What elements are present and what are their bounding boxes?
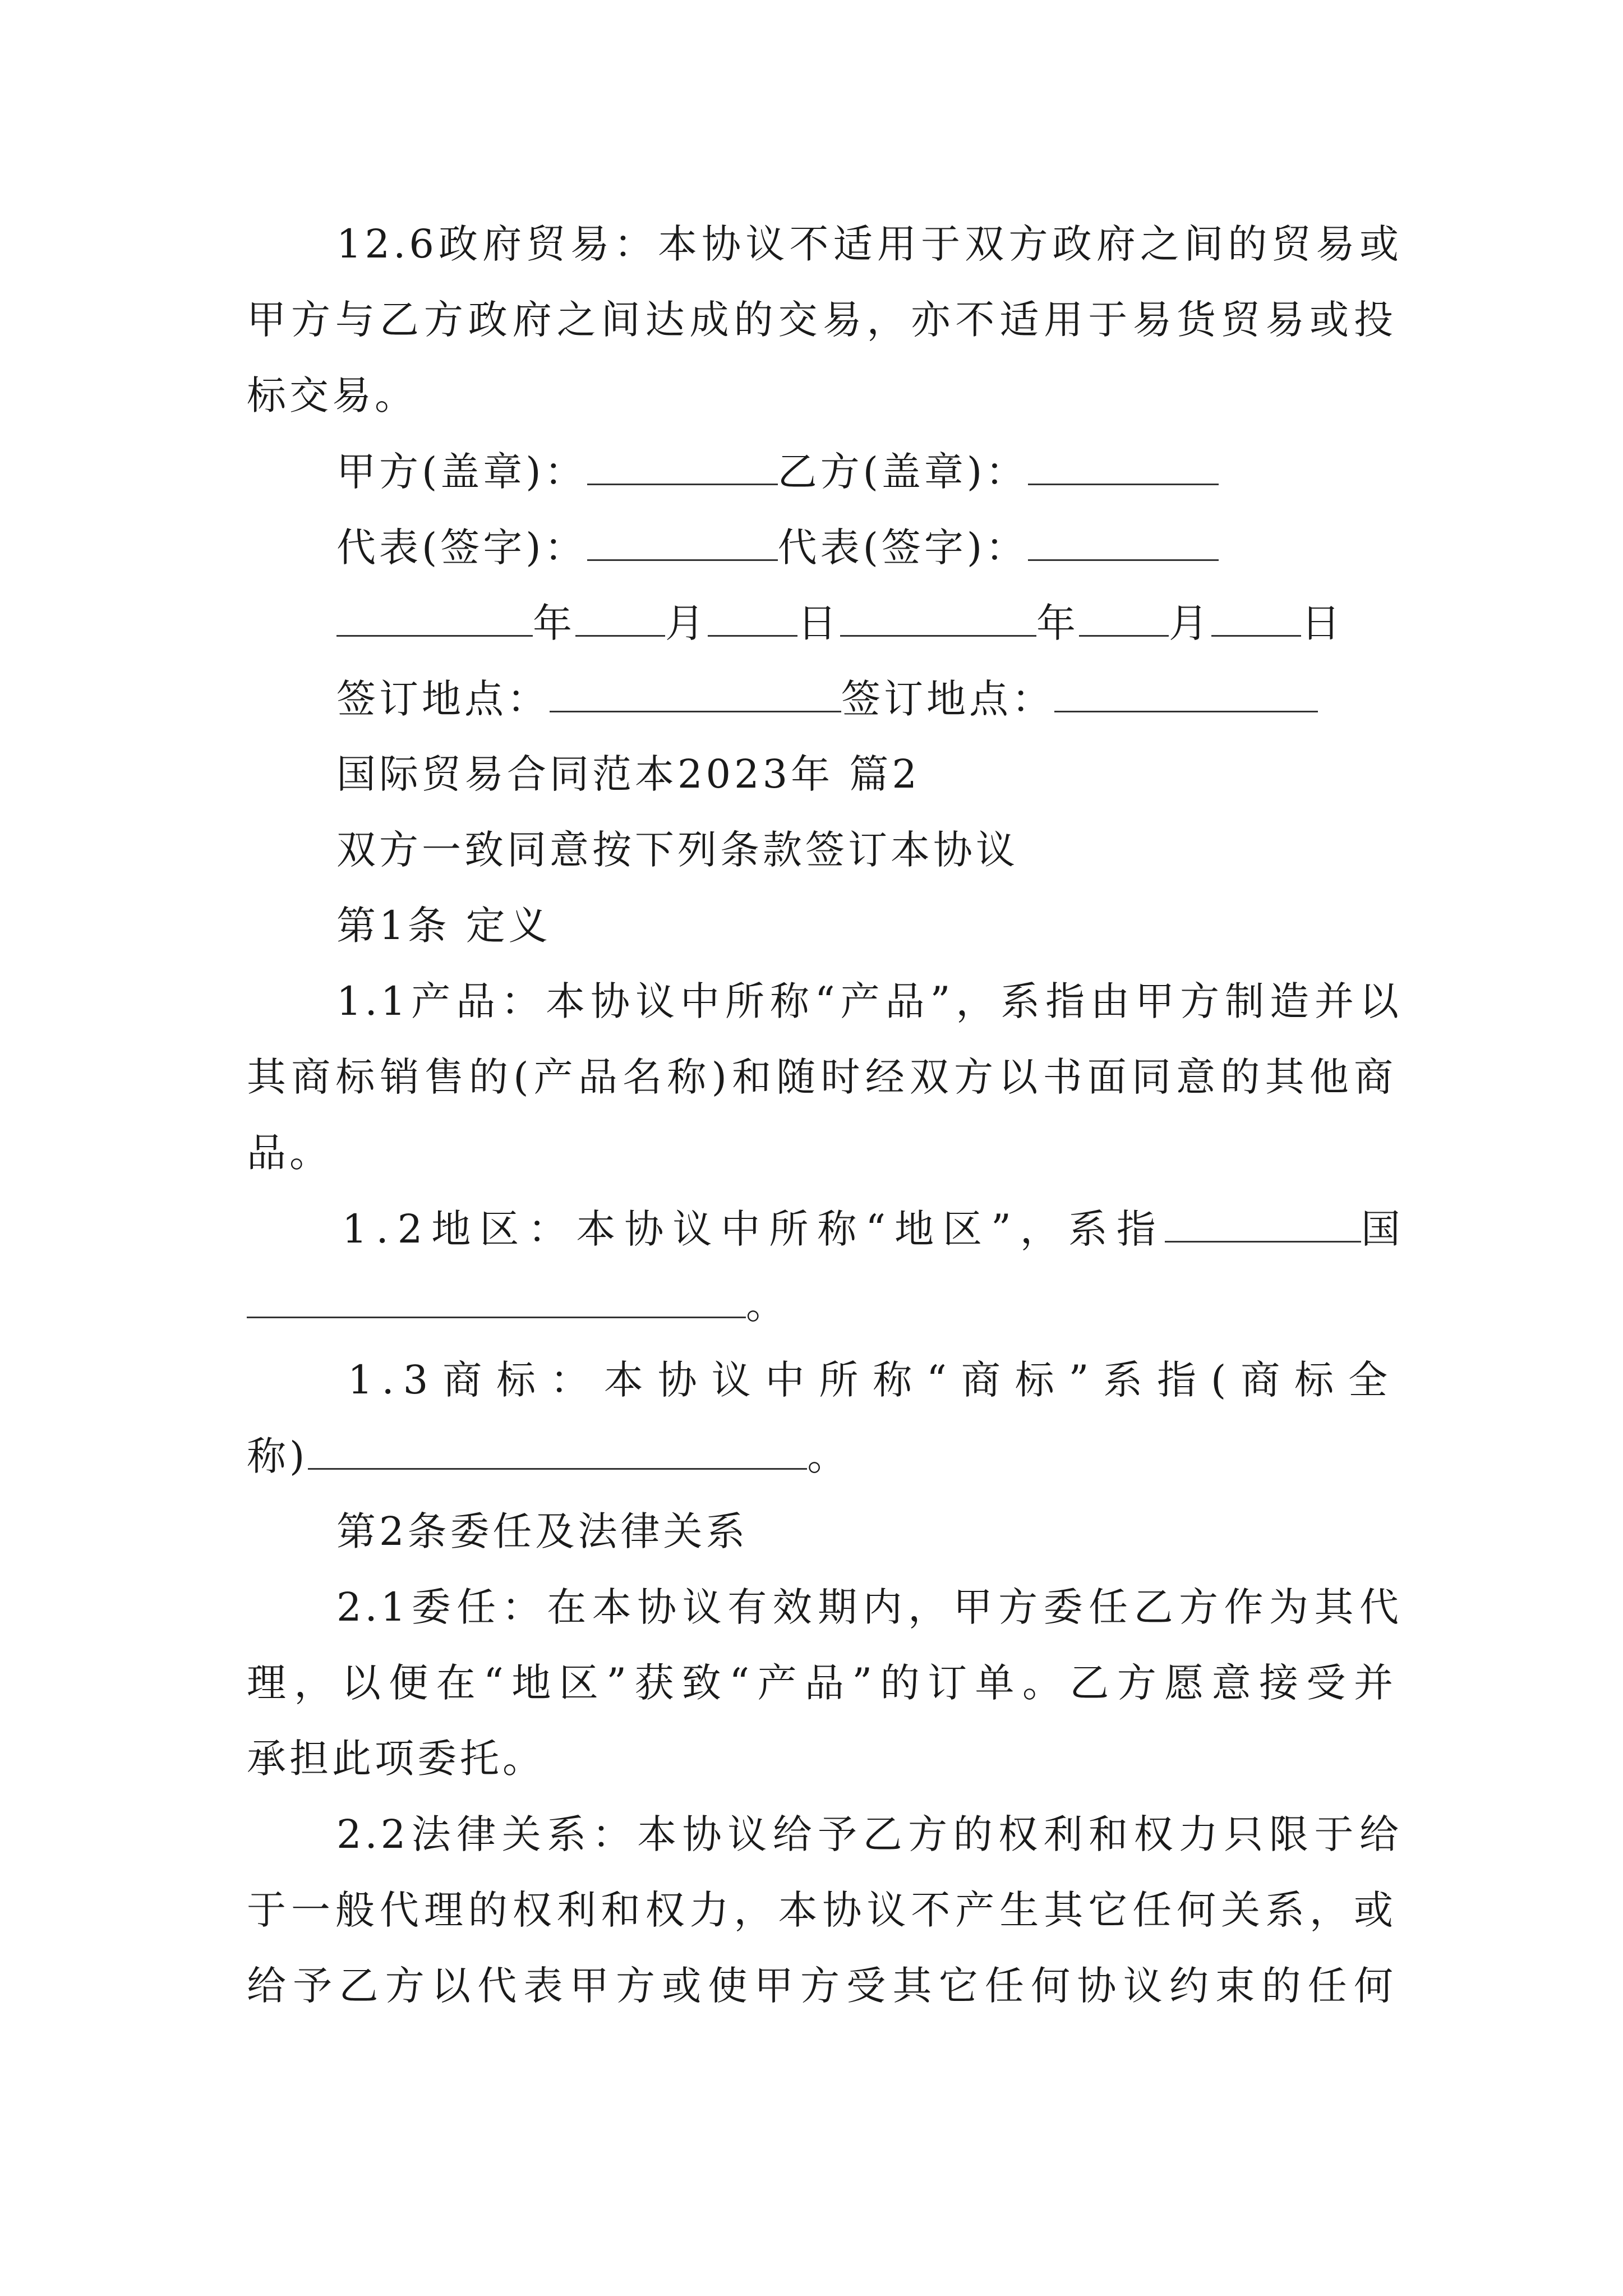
clause-12-6-line-2: 甲方与乙方政府之间达成的交易，亦不适用于易货贸易或投	[247, 297, 1396, 343]
clause-1-2-line-2	[247, 1282, 1396, 1327]
party-a-year-label: 年	[533, 600, 575, 646]
clause-2-1-line-2: 理，以便在“地区”获致“产品”的订单。乙方愿意接受并	[247, 1660, 1396, 1706]
party-a-day-label: 日	[797, 600, 840, 646]
party-b-place-label: 签订地点：	[841, 676, 1054, 722]
party-a-year-blank	[336, 600, 533, 637]
party-a-seal-label: 甲方(盖章)：	[336, 449, 587, 495]
clause-1-2-period: 。	[746, 1282, 789, 1328]
clause-1-3-period: 。	[807, 1433, 850, 1479]
party-a-day-blank	[708, 600, 797, 637]
clause-2-1-line-3: 承担此项委托。	[247, 1736, 545, 1782]
clause-1-3-line-1: 1.3商标：本协议中所称“商标”系指(商标全	[348, 1357, 1396, 1403]
clause-2-2-line-1: 2.2法律关系：本协议给予乙方的权利和权力只限于给	[336, 1811, 1402, 1857]
signing-place-row	[336, 676, 1402, 721]
party-b-year-label: 年	[1036, 600, 1079, 646]
article-1-title: 第1条 定义	[336, 903, 551, 949]
party-a-seal-blank	[587, 449, 778, 485]
clause-2-1-line-1: 2.1委任：在本协议有效期内，甲方委任乙方作为其代	[336, 1584, 1402, 1630]
party-b-place-blank	[1054, 676, 1318, 712]
clause-2-2-line-2: 于一般代理的权利和权力，本协议不产生其它任何关系，或	[247, 1887, 1396, 1933]
party-b-seal-label: 乙方(盖章)：	[777, 449, 1029, 495]
party-a-month-blank	[575, 600, 665, 637]
article-2-title: 第2条委任及法律关系	[336, 1508, 749, 1554]
clause-1-2-region-blank	[247, 1282, 746, 1318]
clause-1-1-line-2: 其商标销售的(产品名称)和随时经双方以书面同意的其他商	[247, 1054, 1396, 1100]
date-row	[336, 600, 1402, 645]
party-b-seal-blank	[1028, 449, 1219, 485]
clause-1-2-country-label: 国	[1361, 1206, 1409, 1252]
clause-12-6-line-1: 12.6政府贸易：本协议不适用于双方政府之间的贸易或	[336, 221, 1402, 267]
party-b-month-label: 月	[1169, 600, 1211, 646]
party-b-representative-blank	[1028, 524, 1219, 561]
clause-2-2-line-3: 给予乙方以代表甲方或使甲方受其它任何协议约束的任何	[247, 1963, 1396, 2009]
clause-1-1-line-1: 1.1产品：本协议中所称“产品”，系指由甲方制造并以	[336, 978, 1402, 1024]
party-b-day-blank	[1211, 600, 1301, 637]
clause-1-2-text: 1.2地区：本协议中所称“地区”，系指	[342, 1206, 1165, 1252]
representative-row	[336, 524, 1402, 569]
part-2-heading: 国际贸易合同范本2023年 篇2	[336, 751, 920, 797]
party-a-place-label: 签订地点：	[336, 676, 550, 722]
party-b-representative-label: 代表(签字)：	[777, 524, 1029, 570]
party-a-place-blank	[550, 676, 841, 712]
party-a-representative-blank	[587, 524, 778, 561]
seal-row	[336, 449, 1402, 494]
clause-1-3-line-2	[247, 1433, 1396, 1478]
clause-1-2-country-blank	[1165, 1206, 1361, 1243]
clause-1-3-text: 称)	[247, 1433, 308, 1479]
clause-12-6-line-3: 标交易。	[247, 372, 417, 418]
party-a-month-label: 月	[665, 600, 708, 646]
party-b-day-label: 日	[1301, 600, 1344, 646]
agreement-intro: 双方一致同意按下列条款签订本协议	[336, 827, 1018, 873]
clause-1-1-line-3: 品。	[247, 1130, 332, 1176]
party-a-representative-label: 代表(签字)：	[336, 524, 587, 570]
party-b-year-blank	[840, 600, 1036, 637]
clause-1-3-trademark-blank	[308, 1433, 807, 1470]
party-b-month-blank	[1079, 600, 1169, 637]
clause-1-2-line-1	[342, 1206, 1408, 1251]
